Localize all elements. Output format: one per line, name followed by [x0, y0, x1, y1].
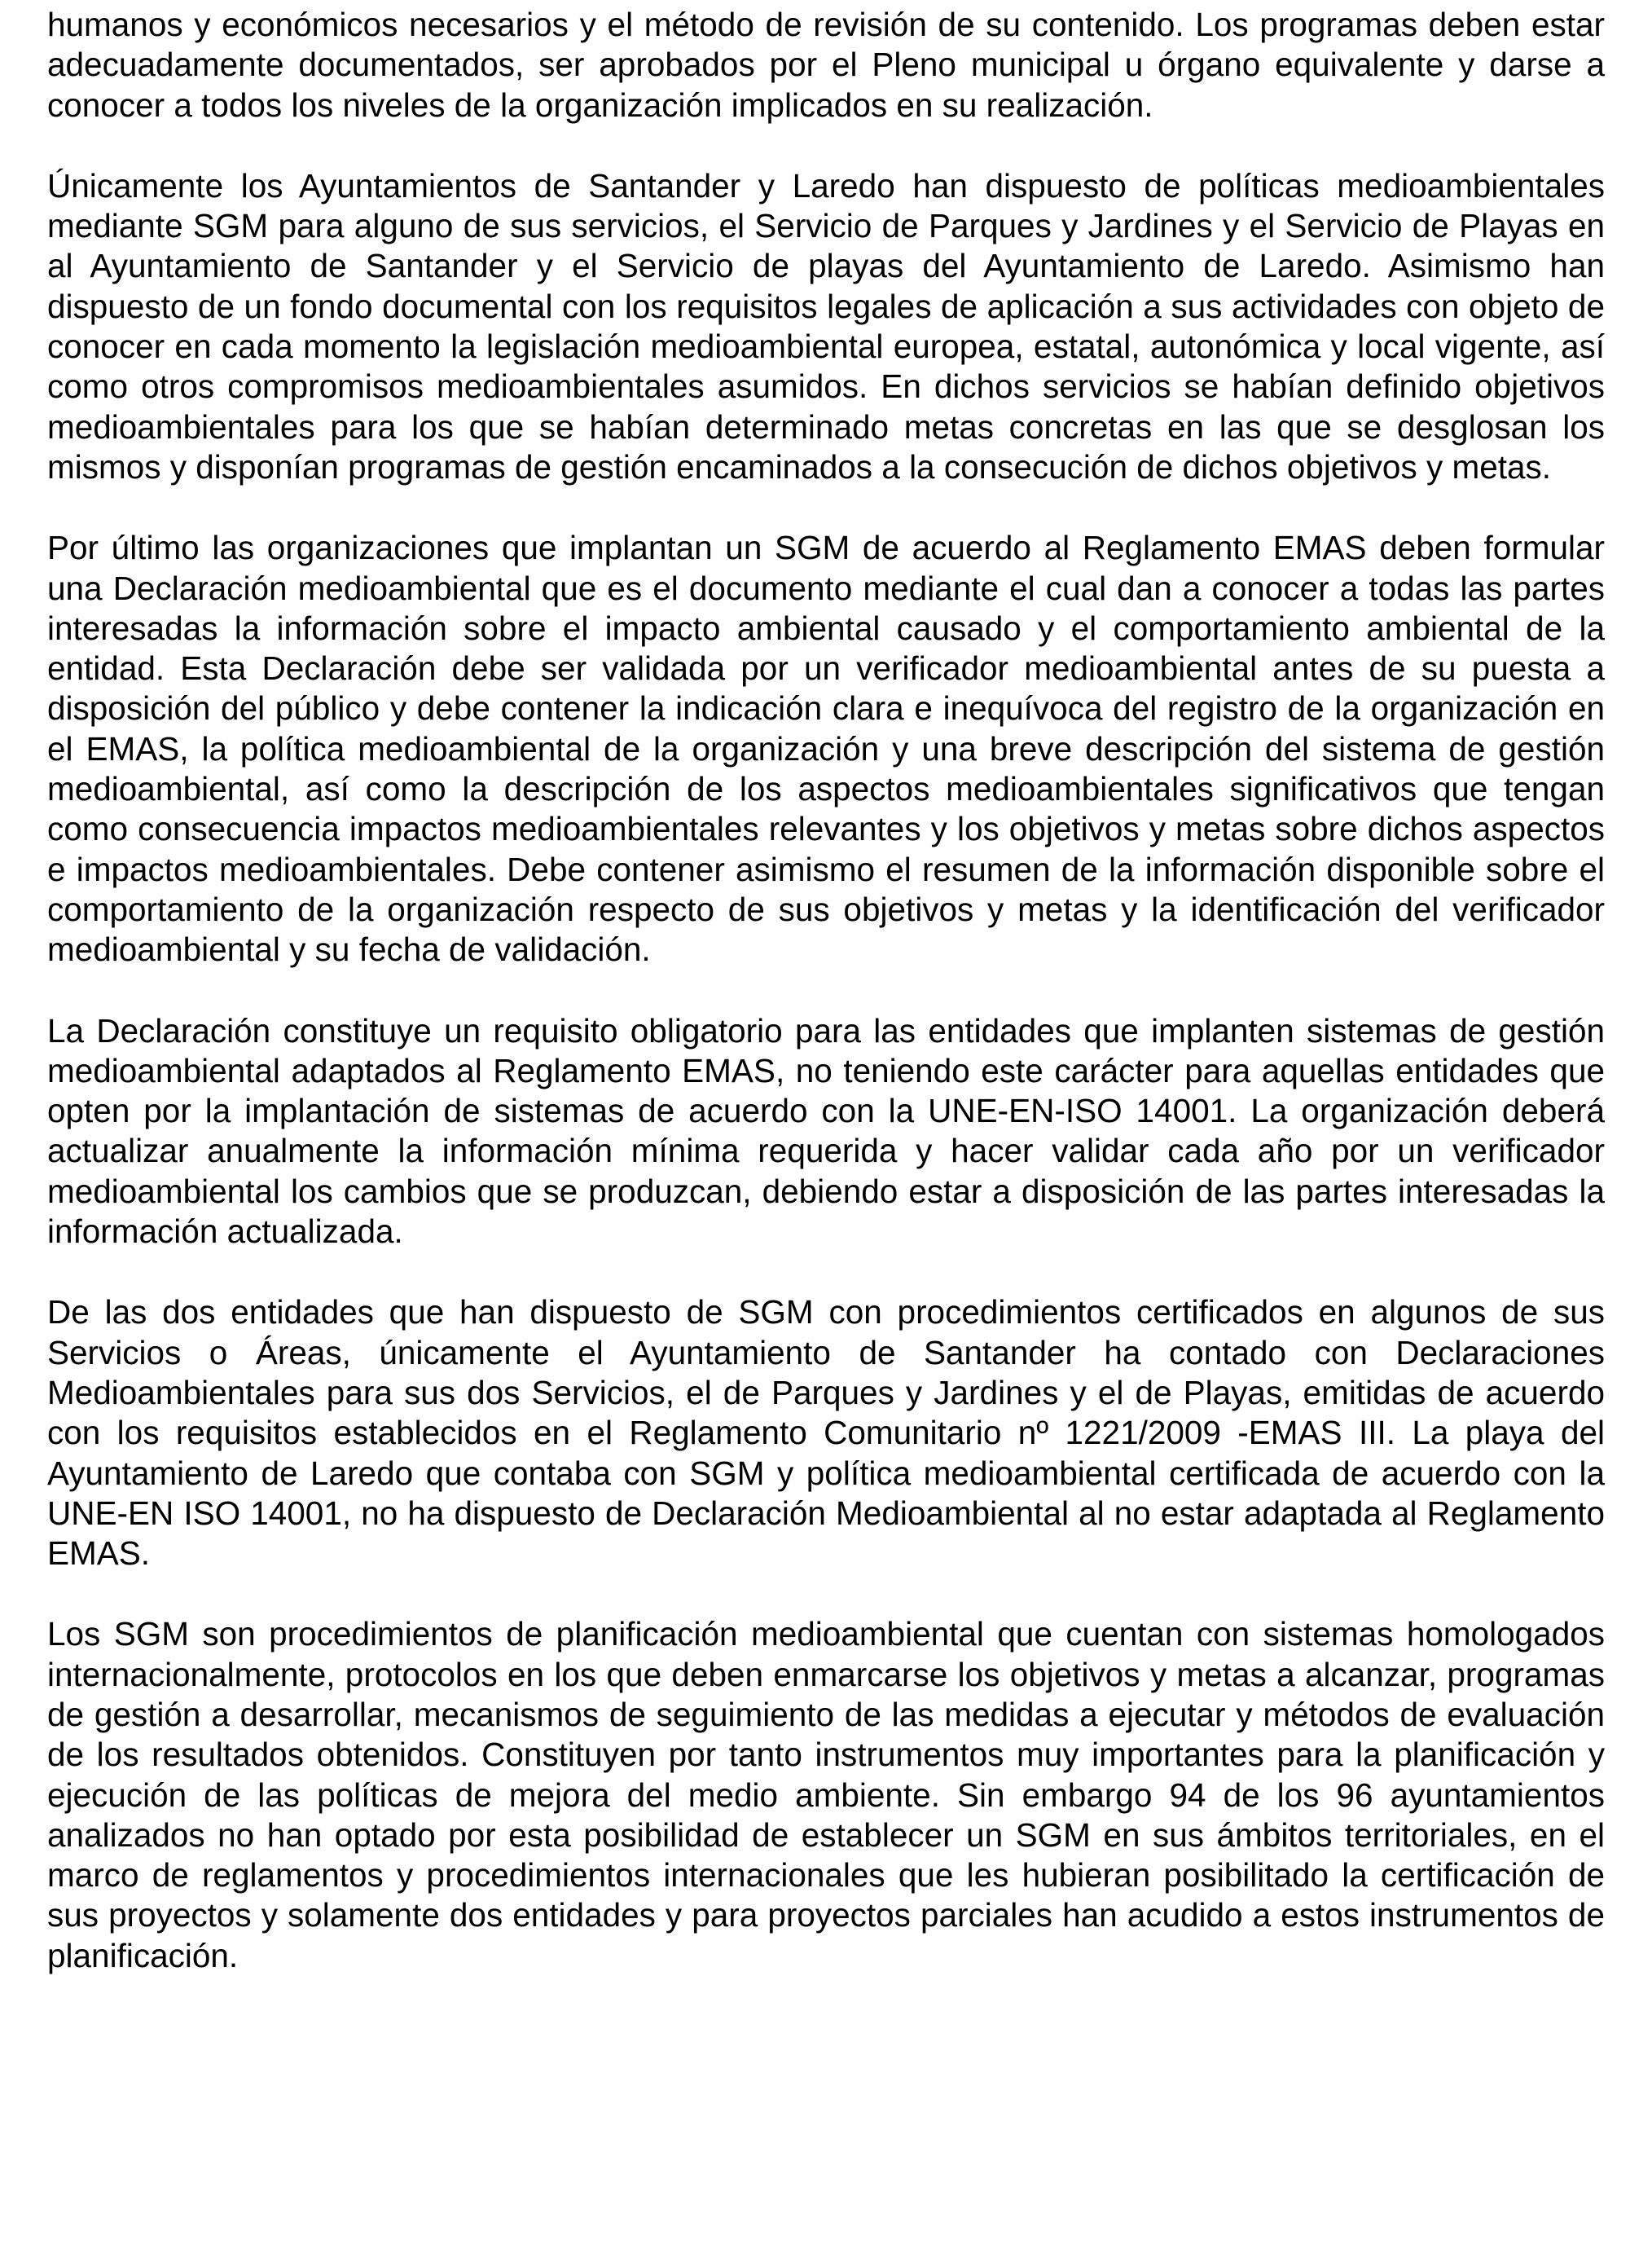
paragraph-sgm-conclusion: Los SGM son procedimientos de planificación medioambiental que cuentan con sistemas homologados internacionalmente, protocolos en los que deben enmarcarse los objetivos y metas a alcanzar, programas de gestión a desarrollar, mecanismos de seguimiento de las medidas a ejecutar y métodos de evaluación de los resultados obtenidos. Constituyen por tanto instrumentos muy importantes para la planificación y ejecución de las políticas de mejora del medio ambiente. Sin embargo 94 de los 96 ayuntamientos analizados no han optado por esta posibilidad de establecer un SGM en sus ámbitos territoriales, en el marco de reglamentos y procedimientos internacionales que les hubieran posibilitado la certificación de sus proyectos y solamente dos entidades y para proyectos parciales han acudido a estos instrumentos de planificación.: [47, 1615, 1605, 1974]
paragraph-declaration-requirement: La Declaración constituye un requisito obligatorio para las entidades que implanten sistemas de gestión medioambiental adaptados al Reglamento EMAS, no teniendo este carácter para aquellas entidades que opten por la implantación de sistemas de acuerdo con la UNE-EN-ISO 14001. La organización deberá actualizar anualmente la información mínima requerida y hacer validar cada año por un verificador medioambiental los cambios que se produzcan, debiendo estar a disposición de las partes interesadas la información actualizada.: [47, 1011, 1605, 1251]
paragraph-santander-laredo-policies: Únicamente los Ayuntamientos de Santander y Laredo han dispuesto de políticas medioambientales mediante SGM para alguno de sus servicios, el Servicio de Parques y Jardines y el Servicio de Playas en al Ayuntamiento de Santander y el Servicio de playas del Ayuntamiento de Laredo. Asimismo han dispuesto de un fondo documental con los requisitos legales de aplicación a sus actividades con objeto de conocer en cada momento la legislación medioambiental europea, estatal, autonómica y local vigente, así como otros compromisos medioambientales asumidos. En dichos servicios se habían definido objetivos medioambientales para los que se habían determinado metas concretas en las que se desglosan los mismos y disponían programas de gestión encaminados a la consecución de dichos objetivos y metas.: [47, 166, 1605, 486]
paragraph-certified-entities: De las dos entidades que han dispuesto de SGM con procedimientos certificados en algunos de sus Servicios o Áreas, únicamente el Ayuntamiento de Santander ha contado con Declaraciones Medioambientales para sus dos Servicios, el de Parques y Jardines y el de Playas, emitidas de acuerdo con los requisitos establecidos en el Reglamento Comunitario nº 1221/2009 -EMAS III. La playa del Ayuntamiento de Laredo que contaba con SGM y política medioambiental certificada de acuerdo con la UNE-EN ISO 14001, no ha dispuesto de Declaración Medioambiental al no estar adaptada al Reglamento EMAS.: [47, 1293, 1605, 1573]
paragraph-continuation: humanos y económicos necesarios y el método de revisión de su contenido. Los programas deben estar adecuadamente documentados, ser aprobados por el Pleno municipal u órgano equivalente y darse a conocer a todos los niveles de la organización implicados en su realización.: [47, 6, 1605, 124]
document-page: [47, 5, 1605, 2017]
paragraph-emas-declaration: Por último las organizaciones que implantan un SGM de acuerdo al Reglamento EMAS deben formular una Declaración medioambiental que es el documento mediante el cual dan a conocer a todas las partes interesadas la información sobre el impacto ambiental causado y el comportamiento ambiental de la entidad. Esta Declaración debe ser validada por un verificador medioambiental antes de su puesta a disposición del público y debe contener la indicación clara e inequívoca del registro de la organización en el EMAS, la política medioambiental de la organización y una breve descripción del sistema de gestión medioambiental, así como la descripción de los aspectos medioambientales significativos que tengan como consecuencia impactos medioambientales relevantes y los objetivos y metas sobre dichos aspectos e impactos medioambientales. Debe contener asimismo el resumen de la información disponible sobre el comportamiento de la organización respecto de sus objetivos y metas y la identificación del verificador medioambiental y su fecha de validación.: [47, 529, 1605, 969]
